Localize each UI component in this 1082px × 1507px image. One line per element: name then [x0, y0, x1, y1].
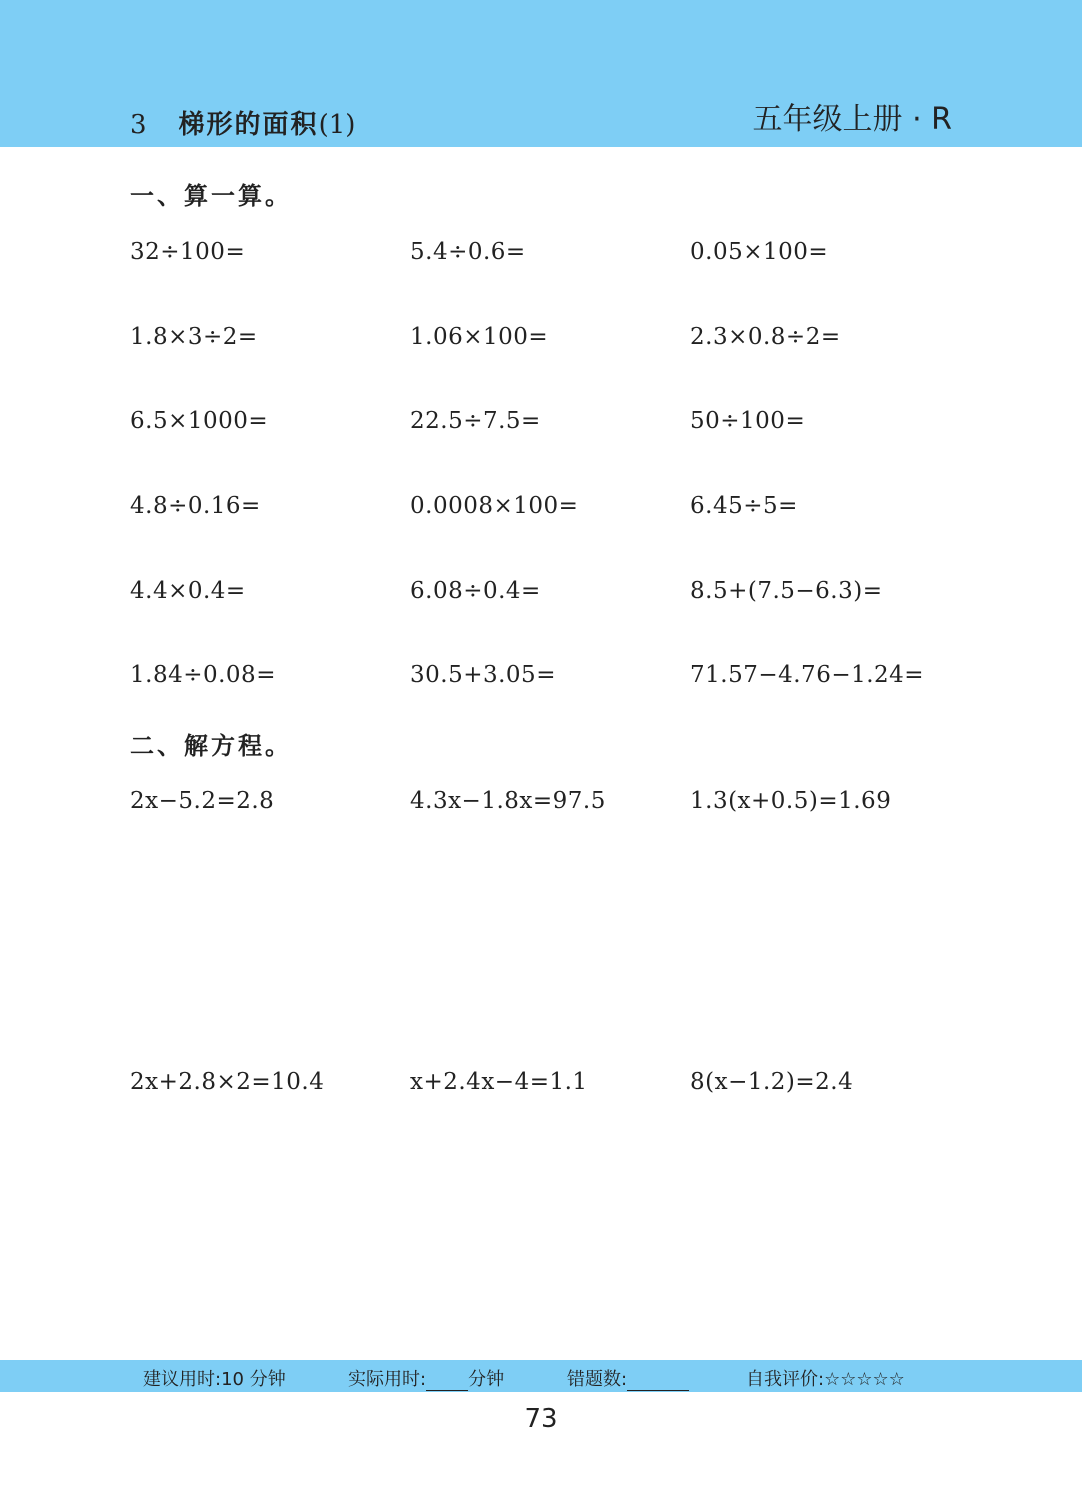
error-count-label: 错题数:	[567, 1369, 628, 1390]
calc-problem: 6.08÷0.4=	[410, 578, 541, 604]
calc-problem: 0.05×100=	[690, 239, 829, 265]
calc-problem: 4.8÷0.16=	[130, 493, 261, 519]
equation-row	[0, 788, 1082, 828]
actual-time-blank[interactable]	[426, 1372, 468, 1391]
calc-problem: 6.45÷5=	[690, 493, 798, 519]
equation: x+2.4x−4=1.1	[410, 1069, 588, 1095]
page-number: 73	[524, 1404, 558, 1434]
calc-row	[0, 324, 1082, 364]
calc-problem: 4.4×0.4=	[130, 578, 246, 604]
equation-row	[0, 1069, 1082, 1109]
header-band	[0, 0, 1082, 147]
suggested-time: 建议用时:10 分钟	[143, 1369, 286, 1390]
actual-time	[348, 1365, 504, 1391]
equation: 2x+2.8×2=10.4	[130, 1069, 325, 1095]
error-count-blank[interactable]	[627, 1372, 689, 1391]
calc-row	[0, 408, 1082, 448]
calc-problem: 1.06×100=	[410, 324, 549, 350]
footer-band	[0, 1360, 1082, 1392]
calc-row	[0, 578, 1082, 618]
actual-time-unit: 分钟	[468, 1369, 505, 1390]
equation: 8(x−1.2)=2.4	[690, 1069, 854, 1095]
section-title-equations: 二、解方程。	[130, 732, 292, 760]
error-count	[567, 1365, 689, 1391]
equation: 1.3(x+0.5)=1.69	[690, 788, 892, 814]
calc-problem: 30.5+3.05=	[410, 662, 556, 688]
calc-row	[0, 493, 1082, 533]
calc-problem: 5.4÷0.6=	[410, 239, 526, 265]
lesson-suffix: (1)	[318, 110, 356, 140]
calc-problem: 8.5+(7.5−6.3)=	[690, 578, 883, 604]
lesson-title: 梯形的面积	[178, 110, 319, 140]
calc-problem: 22.5÷7.5=	[410, 408, 541, 434]
actual-time-label: 实际用时:	[348, 1369, 427, 1390]
self-evaluation: 自我评价:☆☆☆☆☆	[746, 1369, 905, 1390]
lesson-heading	[130, 104, 355, 141]
calc-row	[0, 662, 1082, 702]
section-title-calculation: 一、算一算。	[130, 182, 292, 210]
calc-row	[0, 239, 1082, 279]
equation: 4.3x−1.8x=97.5	[410, 788, 606, 814]
grade-label: 五年级上册 · R	[752, 102, 952, 137]
calc-problem: 6.5×1000=	[130, 408, 269, 434]
lesson-number: 3	[130, 110, 147, 140]
calc-problem: 1.8×3÷2=	[130, 324, 258, 350]
calc-problem: 32÷100=	[130, 239, 246, 265]
calc-problem: 0.0008×100=	[410, 493, 579, 519]
calc-problem: 2.3×0.8÷2=	[690, 324, 841, 350]
calc-problem: 50÷100=	[690, 408, 806, 434]
calc-problem: 1.84÷0.08=	[130, 662, 276, 688]
equation: 2x−5.2=2.8	[130, 788, 275, 814]
calc-problem: 71.57−4.76−1.24=	[690, 662, 925, 688]
